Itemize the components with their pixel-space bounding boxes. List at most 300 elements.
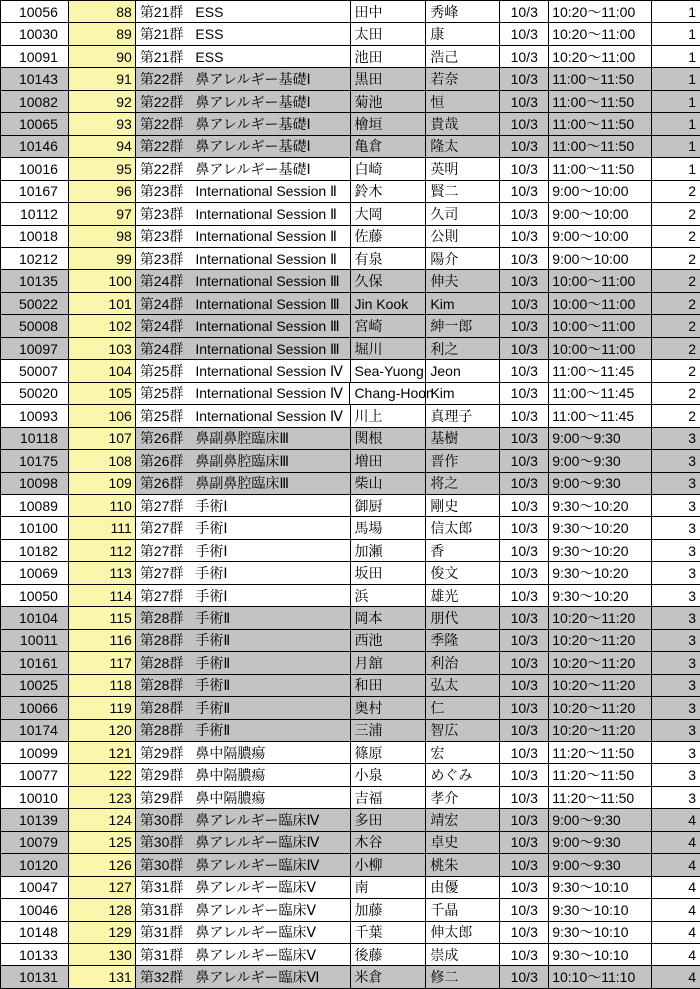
cell-date: 10/3 <box>500 585 549 606</box>
table-row <box>1 428 700 450</box>
cell-entry-id: 10104 <box>1 607 69 628</box>
cell-family-name: 宮崎 <box>351 315 427 336</box>
session-title: 鼻アレルギー臨床Ⅴ <box>195 924 317 941</box>
cell-room-number: 3 <box>688 565 696 582</box>
cell-session <box>136 540 351 561</box>
cell-entry-id: 50022 <box>1 293 69 314</box>
cell-given-name: 弘太 <box>426 675 500 696</box>
cell-room-number: 2 <box>652 293 700 314</box>
cell-room-number: 2 <box>688 250 696 267</box>
session-title: 手術Ⅱ <box>195 722 231 739</box>
cell-seq-number: 123 <box>69 787 136 808</box>
cell-time: 10:20〜11:20 <box>549 652 652 673</box>
group-number: 第24群 <box>139 273 184 290</box>
group-number: 第31群 <box>139 946 184 963</box>
cell-given-name: 利之 <box>426 338 500 359</box>
table-row <box>1 68 700 90</box>
cell-entry-id: 10118 <box>1 428 69 449</box>
cell-entry-id: 10097 <box>1 338 69 359</box>
session-title: International Session Ⅲ <box>195 295 340 312</box>
cell-room-number: 3 <box>688 767 696 784</box>
cell-seq-number: 130 <box>69 944 136 965</box>
session-title: International Session Ⅱ <box>195 205 337 222</box>
cell-entry-id: 10018 <box>1 226 69 247</box>
session-title: International Session Ⅱ <box>195 183 337 200</box>
table-row <box>1 675 700 697</box>
table-row <box>1 473 700 495</box>
cell-session <box>136 630 351 651</box>
cell-family-name: 西池 <box>351 630 427 651</box>
group-number: 第25群 <box>139 385 184 402</box>
cell-entry-id: 10139 <box>1 809 69 830</box>
cell-entry-id: 10100 <box>1 517 69 538</box>
cell-room-number: 3 <box>652 450 700 471</box>
session-title: 鼻アレルギー臨床Ⅴ <box>195 901 317 918</box>
cell-given-name: 伸夫 <box>426 270 500 291</box>
session-title: 手術Ⅱ <box>195 609 231 626</box>
cell-entry-id: 10161 <box>1 652 69 673</box>
cell-family-name: Jin Kook <box>351 293 427 314</box>
cell-time: 11:00〜11:45 <box>549 383 652 404</box>
cell-given-name: 千晶 <box>426 899 500 920</box>
group-number: 第22群 <box>139 71 184 88</box>
cell-time: 11:00〜11:50 <box>549 158 652 179</box>
table-row <box>1 136 700 158</box>
cell-entry-id: 10175 <box>1 450 69 471</box>
cell-time: 10:10〜11:10 <box>549 966 652 987</box>
cell-family-name: 黒田 <box>351 68 427 89</box>
cell-family-name: 加瀬 <box>351 540 427 561</box>
group-number: 第28群 <box>139 677 184 694</box>
cell-given-name: 久司 <box>426 203 500 224</box>
cell-seq-number: 115 <box>69 607 136 628</box>
session-title: ESS <box>195 26 224 43</box>
cell-room-number: 4 <box>688 946 696 963</box>
session-title: 鼻中隔膿瘍 <box>195 789 266 806</box>
cell-given-name: 仁 <box>426 697 500 718</box>
session-title: 手術Ⅰ <box>195 565 228 582</box>
cell-date: 10/3 <box>500 360 549 381</box>
table-row <box>1 46 700 68</box>
cell-room-number: 3 <box>688 520 696 537</box>
session-title: International Session Ⅱ <box>195 250 337 267</box>
cell-room-number: 1 <box>652 136 700 157</box>
session-title: 鼻中隔膿瘍 <box>195 767 266 784</box>
group-number: 第27群 <box>139 542 184 559</box>
cell-room-number: 1 <box>688 160 696 177</box>
session-title: 鼻アレルギー基礎Ⅰ <box>195 115 311 132</box>
cell-family-name: 篠原 <box>351 742 427 763</box>
cell-time: 10:20〜11:20 <box>549 630 652 651</box>
cell-entry-id: 10066 <box>1 697 69 718</box>
group-number: 第28群 <box>139 632 184 649</box>
cell-seq-number: 104 <box>69 360 136 381</box>
cell-time: 9:00〜9:30 <box>549 473 652 494</box>
cell-date: 10/3 <box>500 899 549 920</box>
cell-date: 10/3 <box>500 203 549 224</box>
cell-room-number: 3 <box>652 473 700 494</box>
cell-entry-id: 10135 <box>1 270 69 291</box>
table-row <box>1 248 700 270</box>
table-row <box>1 922 700 944</box>
cell-entry-id: 10047 <box>1 877 69 898</box>
table-row <box>1 585 700 607</box>
cell-seq-number: 90 <box>69 46 136 67</box>
cell-given-name: 将之 <box>426 473 500 494</box>
cell-family-name: 太田 <box>351 23 427 44</box>
cell-date: 10/3 <box>500 630 549 651</box>
cell-time: 10:20〜11:00 <box>549 1 652 22</box>
cell-session <box>136 203 351 224</box>
table-row <box>1 315 700 337</box>
cell-given-name: 朋代 <box>426 607 500 628</box>
cell-given-name: 真理子 <box>426 405 500 426</box>
cell-seq-number: 113 <box>69 562 136 583</box>
group-number: 第26群 <box>139 452 184 469</box>
cell-time: 9:30〜10:20 <box>549 517 652 538</box>
cell-entry-id: 10148 <box>1 922 69 943</box>
cell-entry-id: 10069 <box>1 562 69 583</box>
cell-given-name: 孝介 <box>426 787 500 808</box>
cell-date: 10/3 <box>500 91 549 112</box>
group-number: 第22群 <box>139 115 184 132</box>
cell-given-name: 卓史 <box>426 832 500 853</box>
session-title: International Session Ⅱ <box>195 228 337 245</box>
cell-family-name: 坂田 <box>351 562 427 583</box>
cell-session <box>136 944 351 965</box>
cell-entry-id: 10146 <box>1 136 69 157</box>
cell-time: 10:20〜11:00 <box>549 23 652 44</box>
cell-given-name: 宏 <box>426 742 500 763</box>
cell-room-number: 1 <box>688 26 696 43</box>
table-row <box>1 540 700 562</box>
cell-given-name: 桃朱 <box>426 854 500 875</box>
table-row <box>1 495 700 517</box>
cell-date: 10/3 <box>500 922 549 943</box>
cell-given-name: 雄光 <box>426 585 500 606</box>
cell-seq-number: 105 <box>69 383 136 404</box>
table-row <box>1 91 700 113</box>
group-number: 第23群 <box>139 183 184 200</box>
cell-seq-number: 120 <box>69 720 136 741</box>
cell-entry-id: 10050 <box>1 585 69 606</box>
table-row <box>1 23 700 45</box>
cell-seq-number: 131 <box>69 966 136 987</box>
cell-date: 10/3 <box>500 158 549 179</box>
cell-session <box>136 46 351 67</box>
group-number: 第26群 <box>139 475 184 492</box>
table-row <box>1 158 700 180</box>
cell-session <box>136 226 351 247</box>
cell-seq-number: 108 <box>69 450 136 471</box>
cell-given-name: 由優 <box>426 877 500 898</box>
cell-entry-id: 10133 <box>1 944 69 965</box>
cell-family-name: 南 <box>351 877 427 898</box>
cell-room-number: 2 <box>688 362 696 379</box>
cell-date: 10/3 <box>500 787 549 808</box>
group-number: 第27群 <box>139 565 184 582</box>
table-row <box>1 450 700 472</box>
cell-room-number: 4 <box>652 832 700 853</box>
cell-session <box>136 899 351 920</box>
cell-session <box>136 1 351 22</box>
group-number: 第29群 <box>139 744 184 761</box>
cell-date: 10/3 <box>500 966 549 987</box>
cell-seq-number: 124 <box>69 809 136 830</box>
table-row <box>1 944 700 966</box>
session-title: 手術Ⅰ <box>195 520 228 537</box>
cell-entry-id: 10112 <box>1 203 69 224</box>
cell-time: 9:30〜10:10 <box>549 877 652 898</box>
cell-date: 10/3 <box>500 226 549 247</box>
cell-room-number: 3 <box>652 697 700 718</box>
cell-seq-number: 114 <box>69 585 136 606</box>
group-number: 第28群 <box>139 722 184 739</box>
cell-time: 10:20〜11:00 <box>549 46 652 67</box>
cell-time: 9:30〜10:20 <box>549 562 652 583</box>
cell-time: 11:00〜11:50 <box>549 68 652 89</box>
table-row <box>1 652 700 674</box>
cell-entry-id: 10131 <box>1 966 69 987</box>
cell-room-number: 4 <box>652 966 700 987</box>
cell-date: 10/3 <box>500 473 549 494</box>
table-row <box>1 787 700 809</box>
cell-given-name: 晋作 <box>426 450 500 471</box>
group-number: 第23群 <box>139 228 184 245</box>
cell-time: 11:20〜11:50 <box>549 787 652 808</box>
cell-time: 10:00〜11:00 <box>549 315 652 336</box>
session-title: 手術Ⅱ <box>195 699 231 716</box>
cell-entry-id: 10010 <box>1 787 69 808</box>
cell-session <box>136 405 351 426</box>
group-number: 第21群 <box>139 26 184 43</box>
cell-given-name: 修二 <box>426 966 500 987</box>
session-title: 手術Ⅱ <box>195 632 231 649</box>
cell-seq-number: 109 <box>69 473 136 494</box>
cell-entry-id: 10089 <box>1 495 69 516</box>
session-title: 手術Ⅰ <box>195 587 228 604</box>
cell-entry-id: 10098 <box>1 473 69 494</box>
cell-room-number: 4 <box>652 809 700 830</box>
cell-seq-number: 91 <box>69 68 136 89</box>
cell-session <box>136 383 351 404</box>
cell-time: 11:20〜11:50 <box>549 742 652 763</box>
session-title: International Session Ⅳ <box>195 385 343 402</box>
cell-date: 10/3 <box>500 877 549 898</box>
cell-entry-id: 10143 <box>1 68 69 89</box>
table-row <box>1 854 700 876</box>
session-title: 手術Ⅱ <box>195 677 231 694</box>
cell-given-name: 康 <box>426 23 500 44</box>
cell-entry-id: 10016 <box>1 158 69 179</box>
cell-session <box>136 428 351 449</box>
group-number: 第27群 <box>139 587 184 604</box>
session-title: 鼻副鼻腔臨床Ⅲ <box>195 452 290 469</box>
cell-date: 10/3 <box>500 46 549 67</box>
table-row <box>1 607 700 629</box>
cell-time: 9:00〜9:30 <box>549 854 652 875</box>
cell-date: 10/3 <box>500 383 549 404</box>
cell-time: 9:30〜10:20 <box>549 585 652 606</box>
cell-time: 11:00〜11:45 <box>549 360 652 381</box>
cell-session <box>136 652 351 673</box>
cell-entry-id: 10079 <box>1 832 69 853</box>
group-number: 第32群 <box>139 969 184 986</box>
cell-date: 10/3 <box>500 944 549 965</box>
cell-seq-number: 119 <box>69 697 136 718</box>
cell-date: 10/3 <box>500 697 549 718</box>
table-row <box>1 720 700 742</box>
cell-family-name: 田中 <box>351 1 427 22</box>
cell-family-name: 奥村 <box>351 697 427 718</box>
cell-family-name: 大岡 <box>351 203 427 224</box>
cell-session <box>136 787 351 808</box>
cell-family-name: 柴山 <box>351 473 427 494</box>
session-title: International Session Ⅲ <box>195 340 340 357</box>
cell-time: 11:20〜11:50 <box>549 764 652 785</box>
cell-room-number: 1 <box>652 113 700 134</box>
cell-room-number: 2 <box>688 407 696 424</box>
cell-room-number: 4 <box>688 924 696 941</box>
table-row <box>1 405 700 427</box>
session-title: 鼻アレルギー臨床Ⅳ <box>195 856 320 873</box>
cell-date: 10/3 <box>500 607 549 628</box>
cell-given-name: めぐみ <box>426 764 500 785</box>
table-row <box>1 203 700 225</box>
cell-seq-number: 129 <box>69 922 136 943</box>
table-row <box>1 742 700 764</box>
cell-date: 10/3 <box>500 248 549 269</box>
cell-room-number: 2 <box>688 205 696 222</box>
cell-session <box>136 562 351 583</box>
cell-date: 10/3 <box>500 23 549 44</box>
cell-session <box>136 877 351 898</box>
cell-room-number: 2 <box>688 183 696 200</box>
group-number: 第27群 <box>139 497 184 514</box>
cell-family-name: 小泉 <box>351 764 427 785</box>
cell-entry-id: 10030 <box>1 23 69 44</box>
cell-given-name: 靖宏 <box>426 809 500 830</box>
cell-seq-number: 97 <box>69 203 136 224</box>
cell-date: 10/3 <box>500 562 549 583</box>
cell-entry-id: 10091 <box>1 46 69 67</box>
cell-session <box>136 764 351 785</box>
cell-family-name: 池田 <box>351 46 427 67</box>
session-title: 鼻アレルギー基礎Ⅰ <box>195 71 311 88</box>
cell-time: 9:30〜10:10 <box>549 922 652 943</box>
cell-date: 10/3 <box>500 540 549 561</box>
table-row <box>1 697 700 719</box>
cell-given-name: 賢二 <box>426 181 500 202</box>
cell-time: 9:00〜9:30 <box>549 809 652 830</box>
session-title: 鼻副鼻腔臨床Ⅲ <box>195 475 290 492</box>
cell-room-number: 1 <box>652 68 700 89</box>
cell-date: 10/3 <box>500 495 549 516</box>
cell-family-name: 菊池 <box>351 91 427 112</box>
cell-seq-number: 103 <box>69 338 136 359</box>
table-row <box>1 877 700 899</box>
cell-date: 10/3 <box>500 675 549 696</box>
session-title: 鼻アレルギー臨床Ⅳ <box>195 834 320 851</box>
cell-seq-number: 106 <box>69 405 136 426</box>
group-number: 第22群 <box>139 160 184 177</box>
cell-seq-number: 126 <box>69 854 136 875</box>
session-title: International Session Ⅳ <box>195 407 343 424</box>
cell-room-number: 2 <box>652 315 700 336</box>
cell-session <box>136 697 351 718</box>
cell-session <box>136 585 351 606</box>
cell-room-number: 1 <box>688 3 696 20</box>
table-row <box>1 1 700 23</box>
cell-seq-number: 111 <box>69 517 136 538</box>
cell-time: 9:00〜10:00 <box>549 181 652 202</box>
cell-family-name: 御厨 <box>351 495 427 516</box>
cell-room-number: 4 <box>652 854 700 875</box>
cell-given-name: 貴哉 <box>426 113 500 134</box>
cell-given-name: 陽介 <box>426 248 500 269</box>
cell-seq-number: 122 <box>69 764 136 785</box>
cell-date: 10/3 <box>500 854 549 875</box>
cell-given-name: 恒 <box>426 91 500 112</box>
cell-time: 10:00〜11:00 <box>549 270 652 291</box>
cell-family-name: 亀倉 <box>351 136 427 157</box>
cell-room-number: 3 <box>652 720 700 741</box>
cell-session <box>136 293 351 314</box>
cell-seq-number: 100 <box>69 270 136 291</box>
session-title: 鼻アレルギー基礎Ⅰ <box>195 160 311 177</box>
cell-entry-id: 10056 <box>1 1 69 22</box>
cell-session <box>136 473 351 494</box>
cell-time: 9:00〜9:30 <box>549 832 652 853</box>
cell-seq-number: 93 <box>69 113 136 134</box>
cell-family-name: 加藤 <box>351 899 427 920</box>
cell-room-number: 3 <box>688 789 696 806</box>
cell-session <box>136 158 351 179</box>
cell-seq-number: 116 <box>69 630 136 651</box>
cell-time: 9:30〜10:10 <box>549 899 652 920</box>
cell-session <box>136 607 351 628</box>
cell-room-number: 3 <box>688 587 696 604</box>
session-title: 鼻アレルギー臨床Ⅴ <box>195 879 317 896</box>
cell-entry-id: 10182 <box>1 540 69 561</box>
cell-date: 10/3 <box>500 742 549 763</box>
table-row <box>1 562 700 584</box>
cell-seq-number: 101 <box>69 293 136 314</box>
cell-family-name: 堀川 <box>351 338 427 359</box>
cell-time: 11:00〜11:50 <box>549 113 652 134</box>
cell-family-name: 佐藤 <box>351 226 427 247</box>
cell-time: 9:00〜10:00 <box>549 248 652 269</box>
cell-session <box>136 248 351 269</box>
cell-time: 10:00〜11:00 <box>549 293 652 314</box>
group-number: 第21群 <box>139 3 184 20</box>
cell-family-name: 増田 <box>351 450 427 471</box>
session-title: ESS <box>195 48 224 65</box>
cell-entry-id: 50020 <box>1 383 69 404</box>
cell-session <box>136 181 351 202</box>
cell-seq-number: 89 <box>69 23 136 44</box>
group-number: 第23群 <box>139 205 184 222</box>
cell-entry-id: 10093 <box>1 405 69 426</box>
cell-family-name: 木谷 <box>351 832 427 853</box>
table-row <box>1 383 700 405</box>
cell-seq-number: 107 <box>69 428 136 449</box>
group-number: 第29群 <box>139 789 184 806</box>
session-title: 手術Ⅰ <box>195 542 228 559</box>
table-row <box>1 226 700 248</box>
cell-room-number: 3 <box>652 630 700 651</box>
cell-entry-id: 10065 <box>1 113 69 134</box>
